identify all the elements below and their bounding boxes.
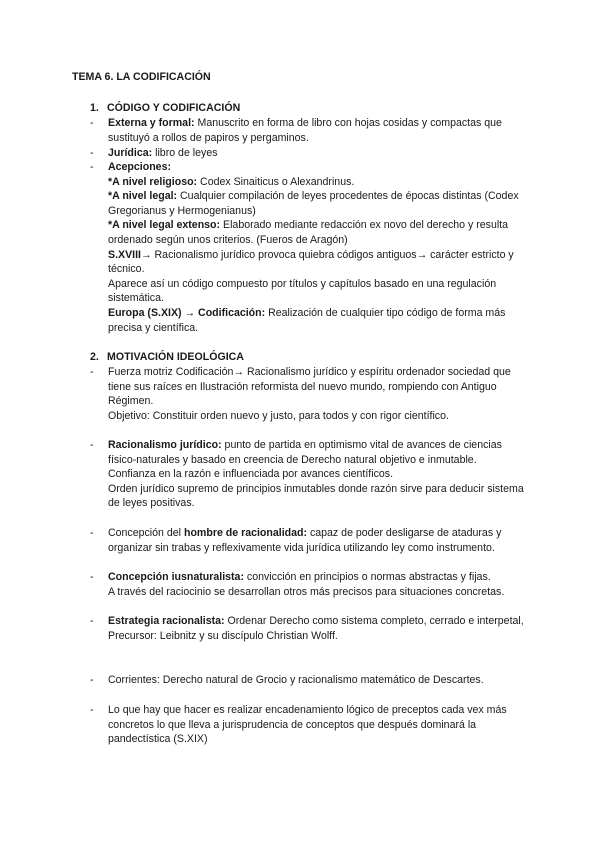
line-text: Objetivo: Constituir orden nuevo y justo, para todos y con rigor científico. bbox=[108, 409, 449, 422]
line-text: Precursor: Leibnitz y su discípulo Christian Wolff. bbox=[108, 629, 338, 642]
list-item bbox=[90, 438, 530, 511]
item-bold: Estrategia racionalista: bbox=[108, 615, 225, 627]
list-item bbox=[90, 673, 530, 688]
section-2-number: 2. bbox=[90, 351, 99, 363]
item-bold: hombre de racionalidad: bbox=[183, 527, 308, 539]
item-text: Fuerza motriz Codificación→ Racionalismo jurídico y espíritu ordenador sociedad que tiene sus raíces en Ilustración reformista del nuevo mundo, rompiendo con Antiguo Régimen. bbox=[108, 366, 511, 408]
list-item bbox=[90, 116, 530, 145]
list-item bbox=[90, 146, 530, 161]
bullet-dash: - bbox=[90, 704, 94, 716]
bullet-dash: - bbox=[90, 674, 94, 686]
item-text: Lo que hay que hacer es realizar encadenamiento lógico de preceptos cada vex más concretos lo que lleva a jurisprudencia de conceptos que después dominará la pandectística (S.XIX) bbox=[108, 704, 507, 746]
line-bold: Europa (S.XIX) → Codificación: bbox=[108, 306, 266, 319]
list-item bbox=[90, 570, 530, 599]
list-item bbox=[90, 526, 530, 555]
list-item bbox=[90, 365, 530, 423]
item-text: convicción en principios o normas abstractas y fijas. bbox=[243, 571, 491, 583]
line-bold: S.XVIII bbox=[108, 248, 141, 261]
line-text: Confianza en la razón e influenciada por avances científicos. bbox=[108, 468, 394, 481]
bullet-dash: - bbox=[90, 161, 94, 173]
bullet-dash: - bbox=[90, 527, 94, 539]
item-bold: Concepción iusnaturalista: bbox=[108, 571, 244, 583]
item-bold: Racionalismo jurídico: bbox=[108, 439, 222, 451]
item-text: Concepción del bbox=[108, 527, 184, 539]
line-text: Realización de cualquier tipo código de forma más precisa y científica. bbox=[108, 306, 506, 334]
list-item bbox=[90, 614, 530, 643]
line-text: A través del raciocinio se desarrollan otros más precisos para situaciones concretas. bbox=[108, 585, 505, 598]
item-text: Manuscrito en forma de libro con hojas cosidas y compactas que sustituyó a rollos de papiros y pergaminos. bbox=[108, 117, 502, 144]
bullet-dash: - bbox=[90, 366, 94, 378]
section-2-heading bbox=[90, 350, 244, 365]
line-bold: *A nivel legal: bbox=[108, 190, 178, 203]
bullet-dash: - bbox=[90, 571, 94, 583]
item-text: capaz de poder desligarse de ataduras y organizar sin trabas y reflexivamente vida jurídica utilizando ley como instrumento. bbox=[108, 527, 502, 554]
item-text: Ordenar Derecho como sistema completo, cerrado e interpetal, bbox=[224, 615, 524, 627]
item-text: punto de partida en optimismo vital de avances de ciencias físico-naturales y basado en creencia de Derecho natural objetivo e inmutable. bbox=[108, 439, 502, 466]
line-text: → Racionalismo jurídico provoca quiebra códigos antiguos→ carácter estricto y técnico. bbox=[108, 248, 514, 276]
item-bold: Jurídica: bbox=[108, 147, 153, 159]
line-bold: *A nivel religioso: bbox=[108, 175, 198, 188]
section-1-number: 1. bbox=[90, 102, 99, 114]
list-item bbox=[90, 160, 530, 335]
line-text: Orden jurídico supremo de principios inmutables donde razón sirve para deducir sistema de leyes positivas. bbox=[108, 482, 524, 510]
item-text: libro de leyes bbox=[152, 147, 218, 159]
bullet-dash: - bbox=[90, 117, 94, 129]
item-text: Corrientes: Derecho natural de Grocio y racionalismo matemático de Descartes. bbox=[108, 674, 484, 686]
item-bold: Externa y formal: bbox=[108, 117, 195, 129]
line-text: Aparece así un código compuesto por títulos y capítulos basado en una regulación sistemática. bbox=[108, 277, 497, 305]
bullet-dash: - bbox=[90, 147, 94, 159]
list-item bbox=[90, 703, 530, 747]
section-2-title: MOTIVACIÓN IDEOLÓGICA bbox=[107, 351, 244, 363]
bullet-dash: - bbox=[90, 615, 94, 627]
line-bold: *A nivel legal extenso: bbox=[108, 219, 221, 232]
document-title: TEMA 6. LA CODIFICACIÓN bbox=[72, 71, 211, 83]
line-text: Codex Sinaiticus o Alexandrinus. bbox=[197, 175, 355, 188]
line-text: Cualquier compilación de leyes procedentes de épocas distintas (Codex Gregorianus y Hermogenianus) bbox=[108, 190, 519, 217]
section-1-title: CÓDIGO Y CODIFICACIÓN bbox=[107, 102, 241, 114]
bullet-dash: - bbox=[90, 439, 94, 451]
item-bold: Acepciones: bbox=[108, 161, 171, 173]
line-text: Elaborado mediante redacción ex novo del derecho y resulta ordenado según unos criterios. (Fueros de Aragón) bbox=[108, 219, 509, 246]
section-1-heading bbox=[90, 101, 240, 116]
